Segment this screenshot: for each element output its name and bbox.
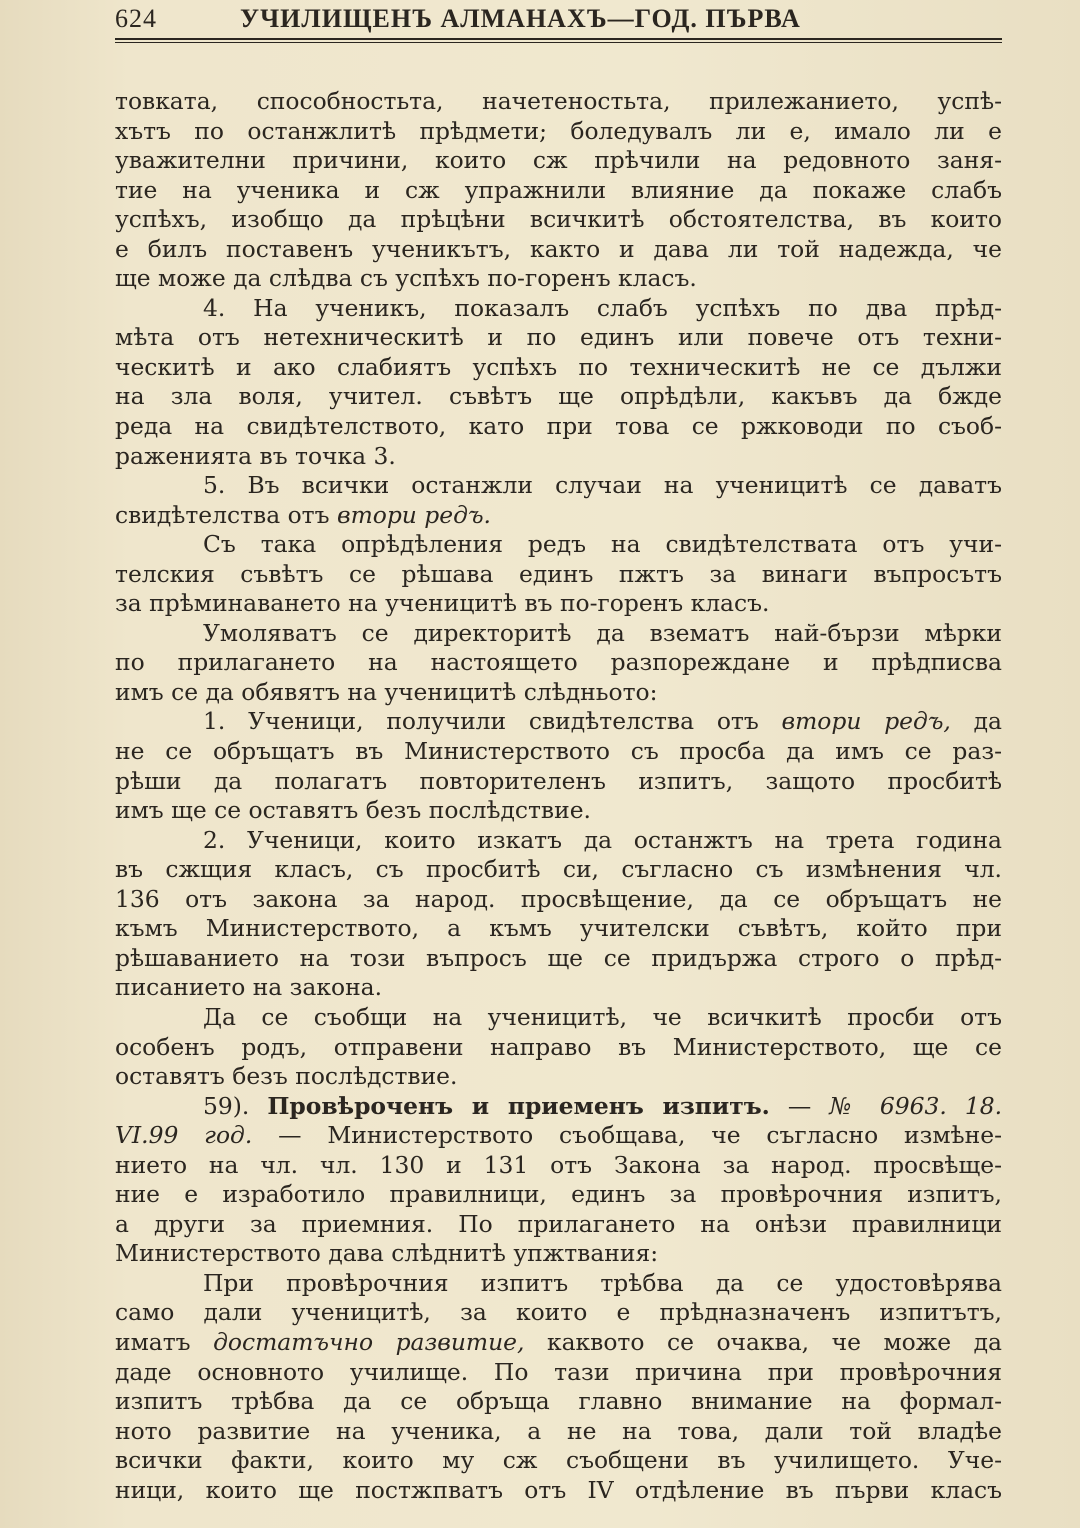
text-line: Съ така опрѣдѣления редъ на свидѣтелствата отъ учи- <box>203 530 1002 559</box>
text-line: ще може да слѣдва съ успѣхъ по-горенъ класъ. <box>115 264 697 293</box>
text-line: а други за приемния. По прилагането на онѣзи правилници <box>115 1209 1002 1238</box>
text-line: 1. Ученици, получили свидѣтелства отъ втори редъ, да <box>203 707 1003 736</box>
text-line: оставятъ безъ послѣдствие. <box>115 1062 458 1091</box>
text-line: само дали ученицитѣ, за които е прѣдназначенъ изпитътъ, <box>115 1298 1002 1327</box>
running-title: УЧИЛИЩЕНЪ АЛМАНАХЪ—ГОД. ПЪРВА <box>240 4 801 33</box>
text-line: е билъ поставенъ ученикътъ, както и дава ли той надежда, че <box>115 234 1002 263</box>
page-number: 624 <box>115 4 157 33</box>
text-line: всички факти, които му сж съобщени въ училището. Уче- <box>115 1446 1002 1475</box>
text-line: 4. На ученикъ, показалъ слабъ успѣхъ по два прѣд- <box>203 293 1002 322</box>
text-line: Умоляватъ се директоритѣ да взематъ най-бързи мѣрки <box>203 618 1002 647</box>
text-line: При провѣрочния изпитъ трѣбва да се удостовѣрява <box>203 1268 1002 1297</box>
text-line: ние е изработило правилници, единъ за провѣрочния изпитъ, <box>115 1180 1002 1209</box>
text-line: не се обръщатъ въ Министерството съ просба да имъ се раз- <box>115 737 1002 766</box>
text-line: тие на ученика и сж упражнили влияние да покаже слабъ <box>115 175 1002 204</box>
text-line: ческитѣ и ако слабиятъ успѣхъ по техническитѣ не се дължи <box>115 352 1002 381</box>
text-line: рѣшаванието на този въпросъ ще се придържа строго о прѣд- <box>115 943 1002 972</box>
text-line: 136 отъ закона за народ. просвѣщение, да се обръщатъ не <box>115 884 1002 913</box>
text-line: Министерството дава слѣднитѣ упжтвания: <box>115 1239 659 1268</box>
header-rule-thin <box>115 42 1002 43</box>
text-line: на зла воля, учител. съвѣтъ ще опрѣдѣли, какъвъ да бжде <box>115 382 1002 411</box>
body-text <box>115 87 1002 1505</box>
text-line: реда на свидѣтелството, като при това се ржководи по съоб- <box>115 412 1002 441</box>
text-line: уважителни причини, които сж прѣчили на редовното заня- <box>115 146 1002 175</box>
page-header <box>115 0 1002 34</box>
text-line: изпитъ трѣбва да се обръща главно внимание на формал- <box>115 1387 1002 1416</box>
text-line: писанието на закона. <box>115 973 383 1002</box>
text-line: Да се съобщи на ученицитѣ, че всичкитѣ просби отъ <box>203 1002 1002 1031</box>
text-line: рѣши да полагатъ повторителенъ изпитъ, защото просбитѣ <box>115 766 1002 795</box>
text-line: телския съвѣтъ се рѣшава единъ пжтъ за винаги въпросътъ <box>115 559 1002 588</box>
text-line: товката, способностьта, начетеностьта, прилежанието, успѣ- <box>115 87 1002 115</box>
text-line: мѣта отъ нетехническитѣ и по единъ или повече отъ техни- <box>115 323 1002 352</box>
text-line: къмъ Министерството, а къмъ учителски съвѣтъ, който при <box>115 914 1002 943</box>
text-line: даде основното училище. По тази причина при провѣрочния <box>115 1357 1002 1386</box>
text-line: за прѣминаването на ученицитѣ въ по-горенъ класъ. <box>115 589 770 618</box>
text-line: имъ се да обявятъ на ученицитѣ слѣдньото: <box>115 677 658 706</box>
text-line: особенъ родъ, отправени направо въ Министерството, ще се <box>115 1032 1002 1061</box>
text-line: свидѣтелства отъ втори редъ. <box>115 500 491 529</box>
text-line: VI.99 год. — Министерството съобщава, че съгласно измѣне- <box>115 1121 1002 1150</box>
text-line: ници, които ще постжпватъ отъ IV отдѣление въ първи класъ <box>115 1475 1002 1504</box>
section-heading-line: 59). Провѣроченъ и приеменъ изпитъ. — № 6963. 18. <box>203 1091 1003 1120</box>
text-line: имъ ще се оставятъ безъ послѣдствие. <box>115 796 591 825</box>
text-line: иматъ достатъчно развитие, каквото се очаква, че може да <box>115 1327 1002 1356</box>
text-line: въ сжщия класъ, съ просбитѣ си, съгласно съ измѣнения чл. <box>115 855 1002 884</box>
text-line: успѣхъ, изобщо да прѣцѣни всичкитѣ обстоятелства, въ които <box>115 205 1002 234</box>
text-line: ното развитие на ученика, а не на това, дали той владѣе <box>115 1416 1002 1445</box>
header-rule <box>115 38 1002 40</box>
text-line: нието на чл. чл. 130 и 131 отъ Закона за народ. просвѣще- <box>115 1150 1002 1179</box>
text-line: по прилагането на настоящето разпореждане и прѣдписва <box>115 648 1002 677</box>
text-line: 5. Въ всички останжли случаи на ученицитѣ се даватъ <box>203 471 1002 500</box>
text-line: 2. Ученици, които изкатъ да останжтъ на трета година <box>203 825 1002 854</box>
text-line: хътъ по останжлитѣ прѣдмети; боледувалъ ли е, имало ли е <box>115 116 1002 145</box>
text-line: раженията въ точка 3. <box>115 441 396 470</box>
